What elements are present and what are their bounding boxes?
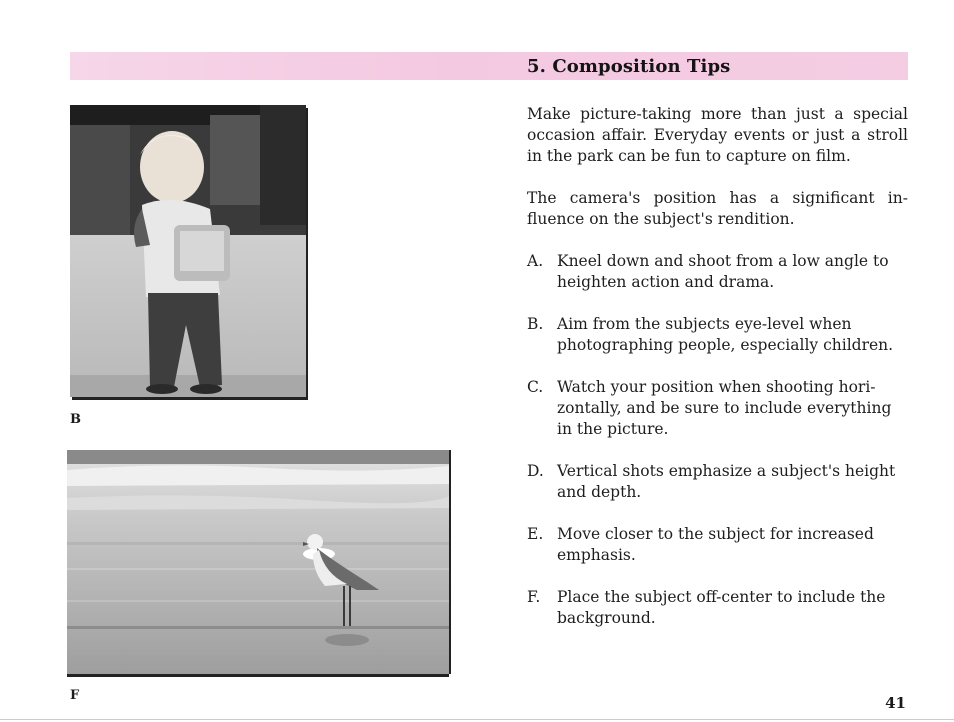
tips-list xyxy=(527,251,908,629)
tip-text: Aim from the subjects eye-level when photographing people, especially children. xyxy=(557,315,894,354)
tip-letter: F. xyxy=(527,588,541,606)
tip-item xyxy=(527,587,908,629)
tip-letter: B. xyxy=(527,315,544,333)
tip-item xyxy=(527,377,908,440)
intro-paragraph: Make picture-taking more than just a special occasion affair. Everyday events or just a stroll in the park can be fun to capture on film. xyxy=(527,105,908,165)
tip-item xyxy=(527,251,908,293)
page-number: 41 xyxy=(885,694,906,712)
tip-item xyxy=(527,314,908,356)
text-column xyxy=(527,104,908,650)
figure-caption-f: F xyxy=(70,688,80,703)
position-paragraph: The camera's position has a significant influence on the subject's rendition. xyxy=(527,189,908,228)
tip-text: Watch your position when shooting horizontally, and be sure to include everything in the picture. xyxy=(557,378,892,438)
tip-text: Vertical shots emphasize a subject's height and depth. xyxy=(557,462,896,501)
child-photo-illustration xyxy=(70,105,306,397)
seagull-photo-illustration xyxy=(67,450,449,674)
figure-caption-b: B xyxy=(70,412,81,427)
photo-seagull xyxy=(67,450,449,674)
tip-text: Move closer to the subject for increased emphasis. xyxy=(557,525,874,564)
tip-text: Place the subject off-center to include the background. xyxy=(557,588,886,627)
section-title: 5. Composition Tips xyxy=(527,56,731,77)
section-header-band xyxy=(70,52,908,80)
tip-text: Kneel down and shoot from a low angle to heighten action and drama. xyxy=(557,252,889,291)
photo-child xyxy=(70,105,306,397)
page-edge-divider xyxy=(0,719,954,720)
tip-letter: E. xyxy=(527,525,544,543)
tip-item xyxy=(527,461,908,503)
tip-letter: D. xyxy=(527,462,544,480)
tip-item xyxy=(527,524,908,566)
tip-letter: A. xyxy=(527,252,544,270)
tip-letter: C. xyxy=(527,378,544,396)
